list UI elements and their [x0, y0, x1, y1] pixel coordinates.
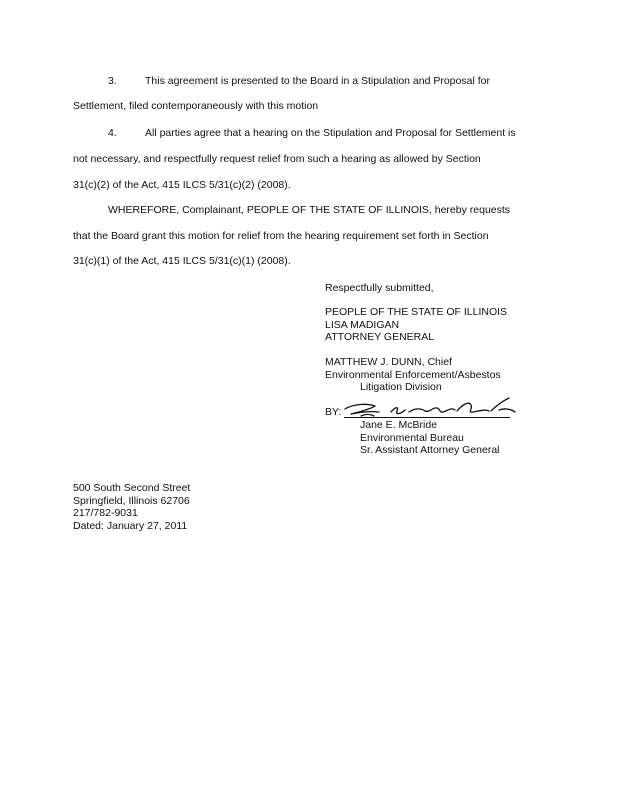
address-city: Springfield, Illinois 62706	[73, 494, 190, 507]
signature-row	[325, 401, 520, 419]
respectfully-submitted: Respectfully submitted,	[325, 282, 434, 294]
address-street: 500 South Second Street	[73, 482, 191, 494]
paragraph-4-line-1: All parties agree that a hearing on the Stipulation and Proposal for Settlement is	[145, 127, 516, 139]
paragraph-3-line-1: This agreement is presented to the Board in a Stipulation and Proposal for	[145, 75, 490, 87]
signer-name: Jane E. McBride	[360, 419, 438, 431]
division-name-line-2: Litigation Division	[360, 381, 442, 393]
paragraph-4-line-2: not necessary, and respectfully request relief from such a hearing as allowed by Section	[73, 153, 481, 165]
wherefore-line-1: WHEREFORE, Complainant, PEOPLE OF THE STATE OF ILLINOIS, hereby requests	[108, 204, 511, 216]
address-block	[73, 482, 190, 532]
date-line: Dated: January 27, 2011	[73, 519, 188, 532]
attorney-general-name: LISA MADIGAN	[325, 318, 400, 331]
party-name: PEOPLE OF THE STATE OF ILLINOIS	[325, 306, 508, 318]
signature-line	[344, 417, 510, 418]
signer-block	[360, 419, 500, 457]
paragraph-3-line-2: Settlement, filed contemporaneously with this motion	[73, 100, 319, 112]
paragraph-4-line-3: 31(c)(2) of the Act, 415 ILCS 5/31(c)(2) (2008).	[73, 179, 291, 191]
signer-title: Sr. Assistant Attorney General	[360, 444, 500, 456]
attorney-general-title: ATTORNEY GENERAL	[325, 331, 435, 343]
wherefore-line-3: 31(c)(1) of the Act, 415 ILCS 5/31(c)(1) (2008).	[73, 255, 291, 267]
attorney-general-block	[325, 306, 507, 344]
division-chief-block	[325, 356, 501, 394]
by-label: BY:	[325, 406, 342, 418]
paragraph-4-number: 4.	[108, 127, 117, 139]
division-name-line-1: Environmental Enforcement/Asbestos	[325, 368, 501, 381]
division-chief-name: MATTHEW J. DUNN, Chief	[325, 356, 452, 368]
signer-bureau: Environmental Bureau	[360, 431, 464, 444]
paragraph-3-number: 3.	[108, 75, 117, 87]
wherefore-line-2: that the Board grant this motion for relief from the hearing requirement set forth in Section	[73, 230, 489, 242]
address-phone: 217/782-9031	[73, 507, 138, 519]
